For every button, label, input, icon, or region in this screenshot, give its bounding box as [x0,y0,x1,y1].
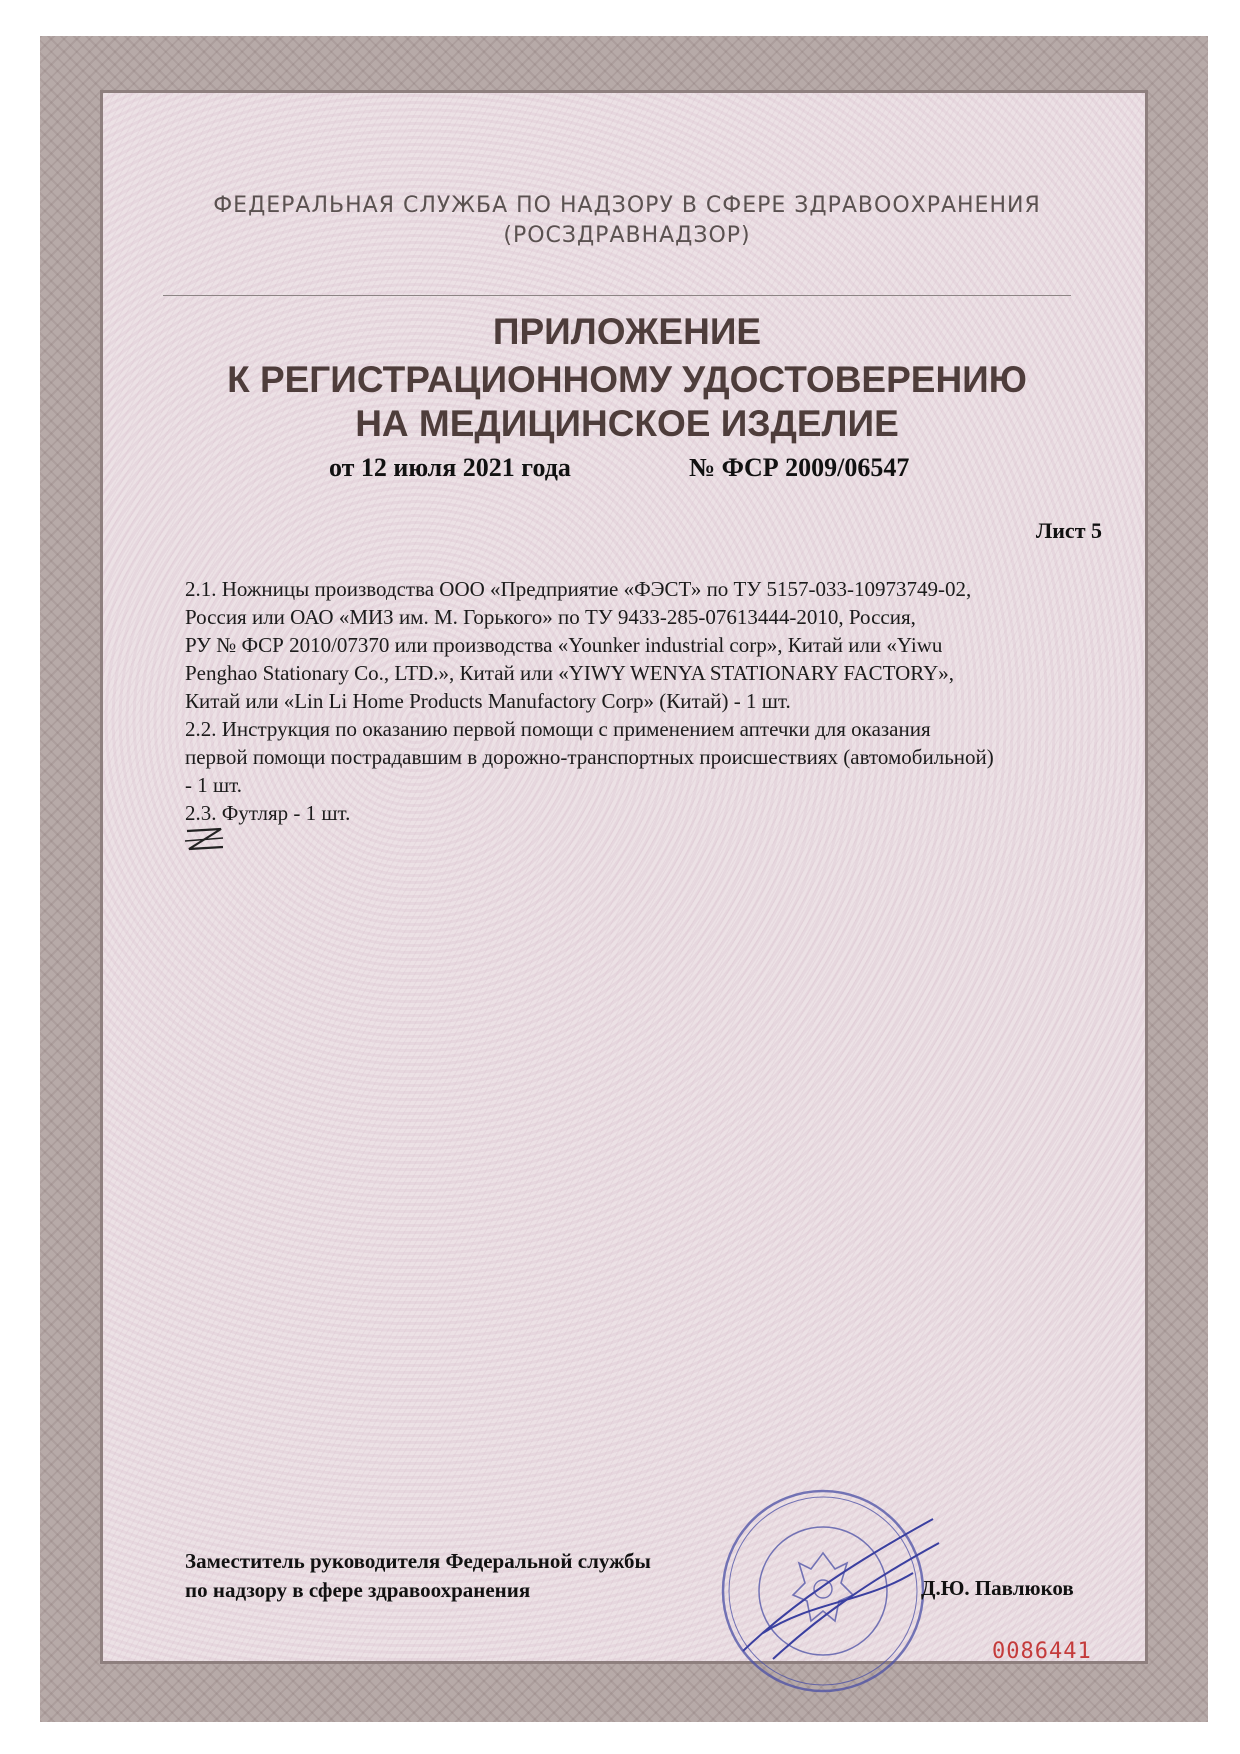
page-title-line2: К РЕГИСТРАЦИОННОМУ УДОСТОВЕРЕНИЮ [227,359,1027,400]
list-item: Китай или «Lin Li Home Products Manufactory Corp» (Китай) - 1 шт. [185,689,791,713]
page-title: ПРИЛОЖЕНИЕ [492,311,762,352]
signatory-title-line2: по надзору в сфере здравоохранения [185,1578,531,1602]
agency-name: ФЕДЕРАЛЬНАЯ СЛУЖБА ПО НАДЗОРУ В СФЕРЕ ЗДРАВООХРАНЕНИЯ [213,193,1041,218]
signatory-name: Д.Ю. Павлюков [921,1576,1074,1600]
list-item: Penghao Stationary Co., LTD.», Китай или «YIWY WENYA STATIONARY FACTORY», [185,661,955,685]
registration-number: № ФСР 2009/06547 [689,453,910,482]
handwritten-z-mark [183,825,227,855]
list-item: Россия или ОАО «МИЗ им. М. Горького» по ТУ 9433-285-07613444-2010, Россия, [185,605,916,629]
sheet-number: Лист 5 [1035,518,1102,543]
header-divider [163,295,1071,296]
signatory-title: Заместитель руководителя Федеральной службы [185,1549,651,1573]
contents-list [185,575,1105,827]
list-item: 2.1. Ножницы производства ООО «Предприятие «ФЭСТ» по ТУ 5157-033-10973749-02, [185,577,972,601]
page-title-line3: НА МЕДИЦИНСКОЕ ИЗДЕЛИЕ [355,403,899,444]
list-item: 2.2. Инструкция по оказанию первой помощи с применением аптечки для оказания [185,717,931,741]
document-border [40,36,1208,1722]
official-seal-stamp [703,1483,943,1703]
document-page [100,90,1148,1664]
list-item: 2.3. Футляр - 1 шт. [185,801,351,825]
agency-abbreviation: (РОСЗДРАВНАДЗОР) [503,223,751,248]
registration-date: от 12 июля 2021 года [329,453,571,482]
list-item: - 1 шт. [185,773,243,797]
list-item: первой помощи пострадавшим в дорожно-транспортных происшествиях (автомобильной) [185,745,994,769]
serial-number: 0086441 [992,1639,1092,1664]
list-item: РУ № ФСР 2010/07370 или производства «Younker industrial corp», Китай или «Yiwu [185,633,943,657]
